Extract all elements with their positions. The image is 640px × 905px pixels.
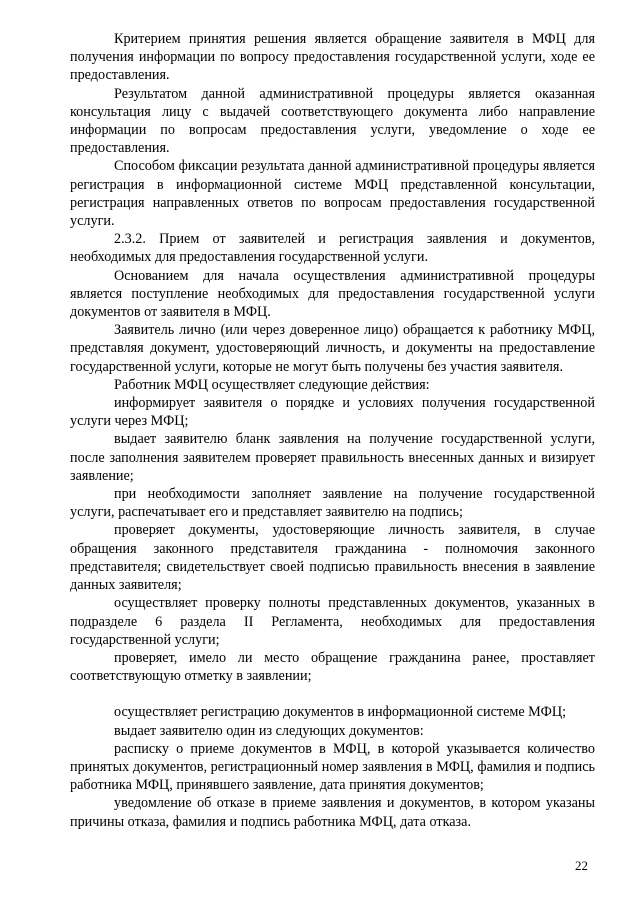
- paragraph: Результатом данной административной процедуры является оказанная консультация лицу с выдачей соответствующего документа либо направление информации по вопросам предоставления услуги, уведомление о ходе ее предоставления.: [70, 85, 595, 157]
- list-item: при необходимости заполняет заявление на получение государственной услуги, распечатывает его и представляет заявителю на подпись;: [70, 486, 595, 521]
- page-number: 22: [575, 858, 588, 873]
- list-item: проверяет документы, удостоверяющие личность заявителя, в случае обращения законного представителя гражданина - полномочия законного представителя; свидетельствует своей подписью правильность внесения в заявление данных заявителя;: [70, 522, 595, 594]
- list-item: выдает заявителю бланк заявления на получение государственной услуги, после заполнения заявителем проверяет правильность внесенных данных и визирует заявление;: [70, 431, 595, 484]
- paragraph: Способом фиксации результата данной административной процедуры является регистрация в информационной системе МФЦ представленной консультации, регистрация направленных ответов по вопросам предоставления государственной услуги.: [70, 158, 595, 230]
- paragraph: Основанием для начала осуществления административной процедуры является поступление необходимых для предоставления государственной услуги документов от заявителя в МФЦ.: [70, 267, 595, 321]
- section-heading: 2.3.2. Прием от заявителей и регистрация заявления и документов, необходимых для предоставления государственной услуги.: [70, 231, 595, 266]
- list-item: уведомление об отказе в приеме заявления и документов, в котором указаны причины отказа, фамилия и подпись работника МФЦ, дата отказа.: [70, 795, 595, 830]
- list-item: осуществляет регистрацию документов в информационной системе МФЦ;: [114, 704, 567, 721]
- paragraph: Работник МФЦ осуществляет следующие действия:: [114, 376, 430, 393]
- list-item: проверяет, имело ли место обращение гражданина ранее, проставляет соответствующую отметку в заявлении;: [70, 649, 595, 685]
- list-item: осуществляет проверку полноты представленных документов, указанных в подразделе 6 раздела II Регламента, необходимых для предоставления государственной услуги;: [70, 595, 595, 648]
- paragraph: Критерием принятия решения является обращение заявителя в МФЦ для получения информации по вопросу предоставления государственной услуги, ходе ее предоставления.: [70, 31, 595, 84]
- list-item: выдает заявителю один из следующих документов:: [114, 722, 424, 739]
- list-item: информирует заявителя о порядке и условиях получения государственной услуги через МФЦ;: [70, 395, 595, 430]
- document-body: [70, 30, 595, 831]
- list-item: расписку о приеме документов в МФЦ, в которой указывается количество принятых документов, регистрационный номер заявления в МФЦ, фамилия и подпись работника МФЦ, принявшего заявление, дата принятия документов;: [70, 740, 595, 794]
- paragraph: Заявитель лично (или через доверенное лицо) обращается к работнику МФЦ, представляя документ, удостоверяющий личность, и документы на предоставление государственной услуги, которые не могут быть получены без участия заявителя.: [70, 322, 595, 375]
